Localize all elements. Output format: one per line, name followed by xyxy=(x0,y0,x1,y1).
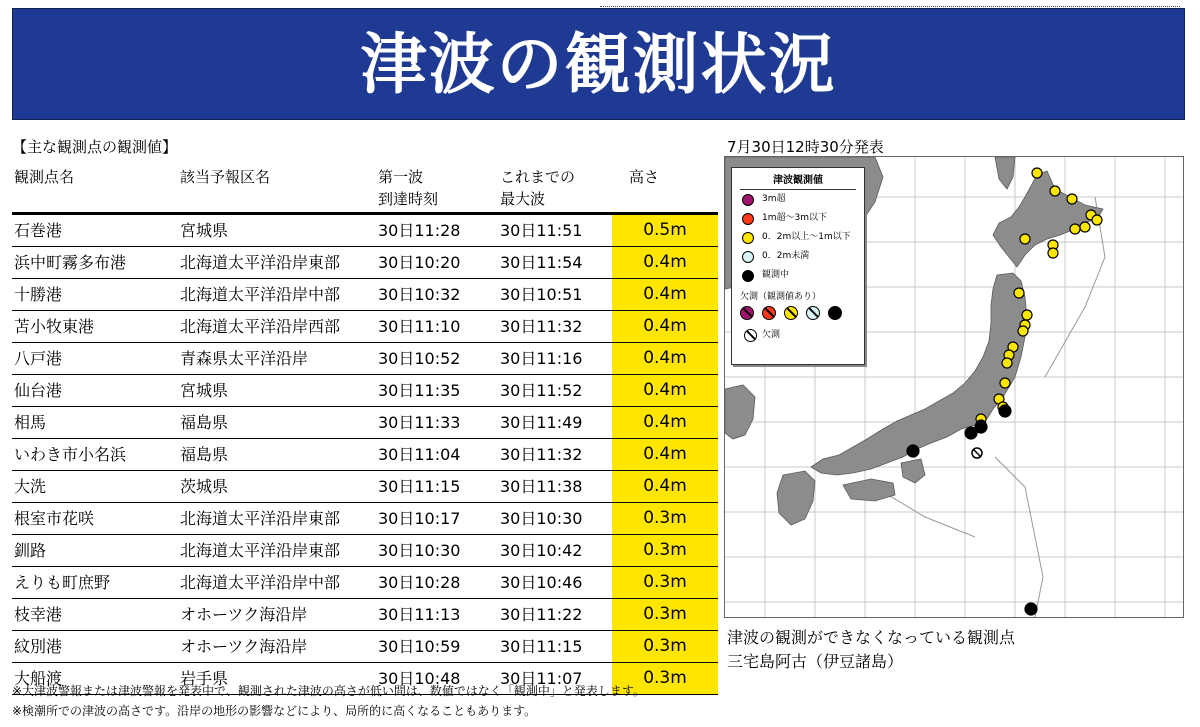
table-row xyxy=(12,439,718,471)
missing-purple-icon xyxy=(740,306,754,320)
legend-item xyxy=(732,209,864,228)
cell-name: 根室市花咲 xyxy=(14,509,95,528)
cell-max-wave: 30日10:46 xyxy=(500,573,583,592)
marker-yellow xyxy=(1048,248,1058,258)
cell-area: 青森県太平洋沿岸 xyxy=(180,349,309,368)
header-max-line1: これまでの xyxy=(500,168,576,186)
cell-name: 浜中町霧多布港 xyxy=(14,253,127,272)
cell-first-wave: 30日10:32 xyxy=(378,285,461,304)
cell-area: 北海道太平洋沿岸中部 xyxy=(180,285,341,304)
header-first-wave xyxy=(378,166,438,210)
cell-height: 0.3m xyxy=(612,663,718,694)
cell-height: 0.3m xyxy=(612,567,718,598)
table-row xyxy=(12,599,718,631)
cell-area: 宮城県 xyxy=(180,221,229,240)
cell-area: 北海道太平洋沿岸東部 xyxy=(180,509,341,528)
cell-height: 0.5m xyxy=(612,215,718,246)
cell-area: 北海道太平洋沿岸東部 xyxy=(180,253,341,272)
cell-max-wave: 30日11:54 xyxy=(500,253,583,272)
marker-black xyxy=(1025,603,1037,615)
table-row xyxy=(12,407,718,439)
marker-yellow xyxy=(1000,378,1010,388)
legend-item xyxy=(732,247,864,266)
marker-yellow xyxy=(1018,326,1028,336)
marker-black xyxy=(965,427,977,439)
cell-name: 紋別港 xyxy=(14,637,63,656)
table-row xyxy=(12,375,718,407)
map-legend xyxy=(731,167,865,365)
marker-yellow xyxy=(1020,234,1030,244)
cancelled-marker xyxy=(972,448,982,458)
marker-yellow xyxy=(1067,194,1077,204)
caption-line-1: 津波の観測ができなくなっている観測点 xyxy=(727,628,1016,647)
cell-area: 茨城県 xyxy=(180,477,229,496)
cell-height: 0.3m xyxy=(612,503,718,534)
cell-name: えりも町庶野 xyxy=(14,573,111,592)
cell-height: 0.4m xyxy=(612,407,718,438)
cell-first-wave: 30日10:20 xyxy=(378,253,461,272)
legend-cancel-row xyxy=(732,324,864,346)
cell-height: 0.4m xyxy=(612,343,718,374)
cell-first-wave: 30日10:59 xyxy=(378,637,461,656)
table-row xyxy=(12,279,718,311)
cell-name: 大洗 xyxy=(14,477,47,496)
cell-max-wave: 30日11:15 xyxy=(500,637,583,656)
legend-dot-icon xyxy=(742,232,754,244)
cell-max-wave: 30日11:51 xyxy=(500,221,583,240)
cell-first-wave: 30日11:04 xyxy=(378,445,461,464)
cell-name: 八戸港 xyxy=(14,349,63,368)
legend-item-label: 3m超 xyxy=(762,194,786,204)
cell-area: 北海道太平洋沿岸中部 xyxy=(180,573,341,592)
header-first-line2: 到達時刻 xyxy=(378,190,439,208)
footnotes xyxy=(12,681,645,721)
cell-first-wave: 30日11:28 xyxy=(378,221,461,240)
legend-dot-icon xyxy=(742,213,754,225)
table-row xyxy=(12,247,718,279)
cell-name: 釧路 xyxy=(14,541,47,560)
legend-dot-icon xyxy=(742,270,754,282)
legend-item-label: 0．2m未満 xyxy=(762,251,810,261)
missing-lightblue-icon xyxy=(806,306,820,320)
page-title: 津波の観測状況 xyxy=(360,26,837,103)
cell-max-wave: 30日10:42 xyxy=(500,541,583,560)
header-height: 高さ xyxy=(629,168,660,186)
legend-item xyxy=(732,190,864,209)
cell-first-wave: 30日11:35 xyxy=(378,381,461,400)
cell-name: 相馬 xyxy=(14,413,47,432)
cell-first-wave: 30日10:52 xyxy=(378,349,461,368)
table-row xyxy=(12,631,718,663)
header-area: 該当予報区名 xyxy=(180,168,271,186)
cell-first-wave: 30日11:10 xyxy=(378,317,461,336)
cell-first-wave: 30日10:28 xyxy=(378,573,461,592)
cell-max-wave: 30日11:07 xyxy=(500,669,583,688)
cell-max-wave: 30日11:52 xyxy=(500,381,583,400)
header-max-wave xyxy=(500,166,575,210)
marker-yellow xyxy=(1032,168,1042,178)
legend-items xyxy=(732,190,864,285)
table-header xyxy=(12,164,718,215)
cell-max-wave: 30日11:49 xyxy=(500,413,583,432)
cell-first-wave: 30日10:48 xyxy=(378,669,461,688)
observation-table xyxy=(12,164,718,695)
section-label: 【主な観測点の観測値】 xyxy=(12,138,178,156)
cell-name: 仙台港 xyxy=(14,381,63,400)
marker-black xyxy=(907,445,919,457)
cell-height: 0.3m xyxy=(612,535,718,566)
cell-max-wave: 30日11:22 xyxy=(500,605,583,624)
marker-yellow xyxy=(1014,288,1024,298)
cell-height: 0.4m xyxy=(612,439,718,470)
table-row xyxy=(12,567,718,599)
cell-max-wave: 30日11:32 xyxy=(500,317,583,336)
cell-first-wave: 30日10:30 xyxy=(378,541,461,560)
footnote-1: ※大津波警報または津波警報を発表中で、観測された津波の高さが低い間は、数値ではなく「観測中」と発表します。 xyxy=(12,684,645,698)
footnote-2: ※検潮所での津波の高さです。沿岸の地形の影響などにより、局所的に高くなることもあります。 xyxy=(12,704,537,718)
cell-name: 十勝港 xyxy=(14,285,63,304)
marker-yellow xyxy=(1050,186,1060,196)
legend-item xyxy=(732,266,864,285)
top-strip xyxy=(600,0,1180,7)
cell-area: オホーツク海沿岸 xyxy=(180,637,308,656)
cell-first-wave: 30日11:33 xyxy=(378,413,461,432)
cell-area: 福島県 xyxy=(180,445,229,464)
marker-black xyxy=(999,405,1011,417)
cell-max-wave: 30日10:51 xyxy=(500,285,583,304)
cell-name: 枝幸港 xyxy=(14,605,63,624)
cell-name: 大船渡 xyxy=(14,669,63,688)
table-row xyxy=(12,311,718,343)
table-body xyxy=(12,215,718,695)
table-row xyxy=(12,503,718,535)
cell-first-wave: 30日10:17 xyxy=(378,509,461,528)
cell-height: 0.4m xyxy=(612,471,718,502)
cell-area: 岩手県 xyxy=(180,669,229,688)
cell-first-wave: 30日11:13 xyxy=(378,605,461,624)
missing-red-icon xyxy=(762,306,776,320)
header-max-line2: 最大波 xyxy=(500,190,546,208)
legend-missing-title: 欠測（観測値あり） xyxy=(740,292,822,302)
cell-max-wave: 30日10:30 xyxy=(500,509,583,528)
cell-first-wave: 30日11:15 xyxy=(378,477,461,496)
cell-height: 0.4m xyxy=(612,279,718,310)
table-row xyxy=(12,471,718,503)
cell-area: 北海道太平洋沿岸東部 xyxy=(180,541,341,560)
marker-yellow xyxy=(1022,310,1032,320)
cell-height: 0.4m xyxy=(612,311,718,342)
map-caption xyxy=(727,626,1015,674)
legend-item-label: 0．2m以上～1m以下 xyxy=(762,232,851,242)
cell-area: 宮城県 xyxy=(180,381,229,400)
cell-max-wave: 30日11:32 xyxy=(500,445,583,464)
table-row xyxy=(12,343,718,375)
marker-yellow xyxy=(1092,215,1102,225)
cell-area: 福島県 xyxy=(180,413,229,432)
cell-max-wave: 30日11:16 xyxy=(500,349,583,368)
legend-dot-icon xyxy=(742,251,754,263)
marker-yellow xyxy=(1080,222,1090,232)
cell-height: 0.4m xyxy=(612,247,718,278)
cell-area: 北海道太平洋沿岸西部 xyxy=(180,317,341,336)
cell-name: 苫小牧東港 xyxy=(14,317,95,336)
missing-yellow-icon xyxy=(784,306,798,320)
legend-dot-icon xyxy=(742,194,754,206)
legend-item-label: 観測中 xyxy=(762,270,790,280)
header-name: 観測点名 xyxy=(14,168,75,186)
header-first-line1: 第一波 xyxy=(378,168,424,186)
marker-yellow xyxy=(1002,358,1012,368)
caption-line-2: 三宅島阿古（伊豆諸島） xyxy=(727,652,904,671)
marker-yellow xyxy=(1070,224,1080,234)
issued-time: 7月30日12時30分発表 xyxy=(727,138,884,156)
cell-height: 0.3m xyxy=(612,599,718,630)
legend-item-label: 1m超～3m以下 xyxy=(762,213,827,223)
cancel-icon xyxy=(744,329,757,342)
cell-name: いわき市小名浜 xyxy=(14,445,127,464)
cell-name: 石巻港 xyxy=(14,221,63,240)
legend-cancel-label: 欠測 xyxy=(762,330,781,340)
cell-height: 0.4m xyxy=(612,375,718,406)
table-row xyxy=(12,535,718,567)
tsunami-map xyxy=(724,156,1184,618)
legend-item xyxy=(732,228,864,247)
cell-height: 0.3m xyxy=(612,631,718,662)
legend-title: 津波観測値 xyxy=(740,168,856,190)
cell-area: オホーツク海沿岸 xyxy=(180,605,308,624)
cell-max-wave: 30日11:38 xyxy=(500,477,583,496)
missing-black-icon xyxy=(828,306,842,320)
title-banner xyxy=(12,8,1185,120)
table-row xyxy=(12,215,718,247)
legend-missing-row xyxy=(732,302,864,324)
